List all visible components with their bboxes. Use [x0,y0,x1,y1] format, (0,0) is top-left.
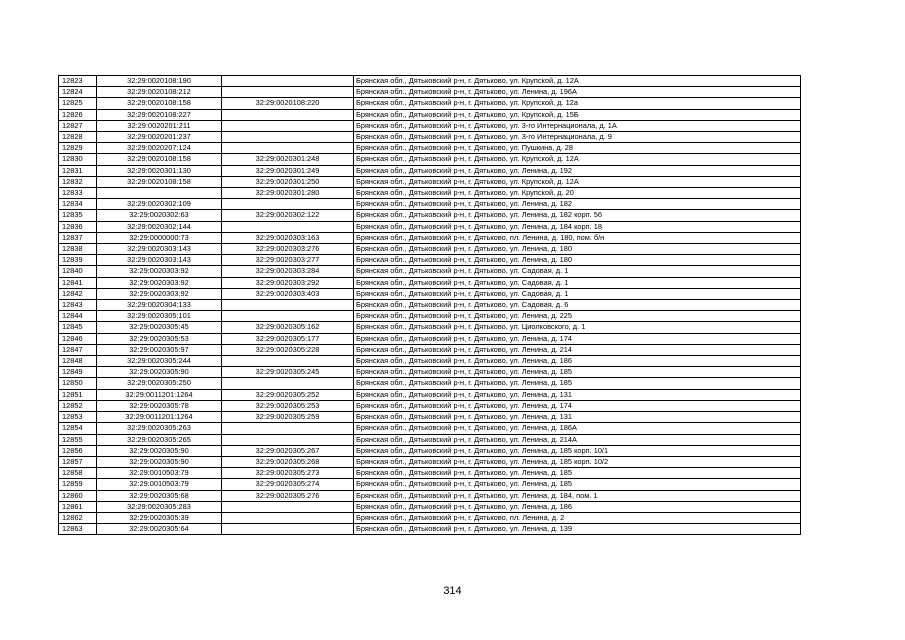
land-cadastral-number-cell: 32:29:0020305:250 [97,378,222,389]
building-cadastral-number-cell [222,76,354,87]
address-cell: Брянская обл., Дятьковский р-н, г. Дятьково, ул. Ленина, д. 214А [354,434,801,445]
building-cadastral-number-cell [222,356,354,367]
land-cadastral-number-cell [97,188,222,199]
table-row [59,176,801,187]
row-number-cell: 12850 [59,378,97,389]
address-cell: Брянская обл., Дятьковский р-н, г. Дятьково, ул. Пушкина, д. 28 [354,143,801,154]
address-cell: Брянская обл., Дятьковский р-н, г. Дятьково, пл. Ленина, д. 180, пом. б/н [354,232,801,243]
table-row [59,490,801,501]
building-cadastral-number-cell [222,434,354,445]
row-number-cell: 12855 [59,434,97,445]
row-number-cell: 12860 [59,490,97,501]
building-cadastral-number-cell: 32:29:0020305:267 [222,445,354,456]
building-cadastral-number-cell: 32:29:0020301:248 [222,154,354,165]
table-row [59,199,801,210]
land-cadastral-number-cell: 32:29:0020305:90 [97,445,222,456]
address-cell: Брянская обл., Дятьковский р-н, г. Дятьково, ул. Садовая, д. 1 [354,288,801,299]
address-cell: Брянская обл., Дятьковский р-н, г. Дятьково, ул. Ленина, д. 185 [354,367,801,378]
row-number-cell: 12836 [59,221,97,232]
address-cell: Брянская обл., Дятьковский р-н, г. Дятьково, ул. Ленина, д. 186 [354,501,801,512]
table-row [59,389,801,400]
row-number-cell: 12830 [59,154,97,165]
building-cadastral-number-cell [222,132,354,143]
land-cadastral-number-cell: 32:29:0020305:39 [97,512,222,523]
land-cadastral-number-cell: 32:29:0020305:97 [97,344,222,355]
address-cell: Брянская обл., Дятьковский р-н, г. Дятьково, ул. Ленина, д. 185 [354,479,801,490]
row-number-cell: 12831 [59,165,97,176]
land-cadastral-number-cell: 32:29:0011201:1264 [97,389,222,400]
building-cadastral-number-cell: 32:29:0020303:403 [222,288,354,299]
building-cadastral-number-cell: 32:29:0020305:245 [222,367,354,378]
land-cadastral-number-cell: 32:29:0010503:79 [97,468,222,479]
building-cadastral-number-cell: 32:29:0020305:259 [222,412,354,423]
row-number-cell: 12843 [59,300,97,311]
address-cell: Брянская обл., Дятьковский р-н, г. Дятьково, ул. Ленина, д. 131 [354,389,801,400]
table-row [59,255,801,266]
table-row [59,98,801,109]
table-row [59,300,801,311]
row-number-cell: 12863 [59,524,97,535]
table-row [59,266,801,277]
table-row [59,143,801,154]
table-row [59,165,801,176]
address-cell: Брянская обл., Дятьковский р-н, г. Дятьково, ул. Ленина, д. 184 корп. 18 [354,221,801,232]
table-row [59,423,801,434]
building-cadastral-number-cell: 32:29:0020305:268 [222,456,354,467]
row-number-cell: 12835 [59,210,97,221]
table-row [59,277,801,288]
land-cadastral-number-cell: 32:29:0020305:68 [97,490,222,501]
table-row [59,87,801,98]
row-number-cell: 12854 [59,423,97,434]
table-row [59,232,801,243]
building-cadastral-number-cell [222,512,354,523]
row-number-cell: 12827 [59,120,97,131]
row-number-cell: 12844 [59,311,97,322]
address-cell: Брянская обл., Дятьковский р-н, г. Дятьково, ул. Ленина, д. 185 [354,378,801,389]
row-number-cell: 12853 [59,412,97,423]
table-row [59,154,801,165]
table-row [59,333,801,344]
row-number-cell: 12858 [59,468,97,479]
land-cadastral-number-cell: 32:29:0020207:124 [97,143,222,154]
table-row [59,322,801,333]
address-cell: Брянская обл., Дятьковский р-н, г. Дятьково, ул. Крупской, д. 12а [354,98,801,109]
land-cadastral-number-cell: 32:29:0020302:144 [97,221,222,232]
building-cadastral-number-cell: 32:29:0020301:280 [222,188,354,199]
building-cadastral-number-cell: 32:29:0020302:122 [222,210,354,221]
land-cadastral-number-cell: 32:29:0020303:92 [97,277,222,288]
building-cadastral-number-cell: 32:29:0020303:284 [222,266,354,277]
row-number-cell: 12837 [59,232,97,243]
row-number-cell: 12847 [59,344,97,355]
building-cadastral-number-cell [222,300,354,311]
address-cell: Брянская обл., Дятьковский р-н, г. Дятьково, ул. Крупской, д. 12А [354,154,801,165]
table-row [59,367,801,378]
land-cadastral-number-cell: 32:29:0020305:265 [97,434,222,445]
row-number-cell: 12838 [59,244,97,255]
building-cadastral-number-cell: 32:29:0020303:292 [222,277,354,288]
land-cadastral-number-cell: 32:29:0020303:143 [97,255,222,266]
building-cadastral-number-cell [222,423,354,434]
address-cell: Брянская обл., Дятьковский р-н, г. Дятьково, ул. Ленина, д. 214 [354,344,801,355]
table-row [59,120,801,131]
address-cell: Брянская обл., Дятьковский р-н, г. Дятьково, ул. Ленина, д. 139 [354,524,801,535]
address-cell: Брянская обл., Дятьковский р-н, г. Дятьково, ул. Ленина, д. 192 [354,165,801,176]
row-number-cell: 12833 [59,188,97,199]
table-row [59,210,801,221]
land-cadastral-number-cell: 32:29:0020304:133 [97,300,222,311]
address-cell: Брянская обл., Дятьковский р-н, г. Дятьково, ул. Крупской, д. 12А [354,176,801,187]
building-cadastral-number-cell: 32:29:0020108:220 [222,98,354,109]
building-cadastral-number-cell: 32:29:0020303:163 [222,232,354,243]
row-number-cell: 12846 [59,333,97,344]
row-number-cell: 12834 [59,199,97,210]
land-cadastral-number-cell: 32:29:0020305:244 [97,356,222,367]
land-cadastral-number-cell: 32:29:0020305:64 [97,524,222,535]
building-cadastral-number-cell [222,501,354,512]
land-cadastral-number-cell: 32:29:0011201:1264 [97,412,222,423]
page-number: 314 [443,585,462,597]
address-cell: Брянская обл., Дятьковский р-н, г. Дятьково, ул. Крупской, д. 12А [354,76,801,87]
table-row [59,468,801,479]
building-cadastral-number-cell: 32:29:0020303:276 [222,244,354,255]
address-cell: Брянская обл., Дятьковский р-н, г. Дятьково, ул. Ленина, д. 182 [354,199,801,210]
row-number-cell: 12856 [59,445,97,456]
address-cell: Брянская обл., Дятьковский р-н, г. Дятьково, ул. Циолковского, д. 1 [354,322,801,333]
table-row [59,356,801,367]
row-number-cell: 12823 [59,76,97,87]
building-cadastral-number-cell [222,524,354,535]
land-cadastral-number-cell: 32:29:0020108:158 [97,154,222,165]
land-cadastral-number-cell: 32:29:0020301:130 [97,165,222,176]
building-cadastral-number-cell [222,120,354,131]
table-row [59,76,801,87]
land-cadastral-number-cell: 32:29:0020303:92 [97,266,222,277]
address-cell: Брянская обл., Дятьковский р-н, г. Дятьково, ул. Садовая, д. 6 [354,300,801,311]
building-cadastral-number-cell [222,143,354,154]
building-cadastral-number-cell [222,378,354,389]
table-row [59,412,801,423]
land-cadastral-number-cell: 32:29:0020305:90 [97,456,222,467]
land-cadastral-number-cell: 32:29:0020305:45 [97,322,222,333]
row-number-cell: 12825 [59,98,97,109]
land-cadastral-number-cell: 32:29:0010503:79 [97,479,222,490]
row-number-cell: 12849 [59,367,97,378]
land-cadastral-number-cell: 32:29:0020303:92 [97,288,222,299]
building-cadastral-number-cell: 32:29:0020305:177 [222,333,354,344]
building-cadastral-number-cell: 32:29:0020301:250 [222,176,354,187]
row-number-cell: 12848 [59,356,97,367]
table-row [59,501,801,512]
table-row [59,445,801,456]
address-cell: Брянская обл., Дятьковский р-н, г. Дятьково, ул. Садовая, д. 1 [354,266,801,277]
address-cell: Брянская обл., Дятьковский р-н, г. Дятьково, ул. Ленина, д. 182 корп. 56 [354,210,801,221]
land-cadastral-number-cell: 32:29:0020305:263 [97,423,222,434]
land-cadastral-number-cell: 32:29:0020201:211 [97,120,222,131]
land-cadastral-number-cell: 32:29:0020201:237 [97,132,222,143]
address-cell: Брянская обл., Дятьковский р-н, г. Дятьково, ул. 3-го Интернационала, д. 9 [354,132,801,143]
land-cadastral-number-cell: 32:29:0000000:73 [97,232,222,243]
table-row [59,378,801,389]
land-cadastral-number-cell: 32:29:0020305:78 [97,400,222,411]
registry-table-body [59,76,801,535]
address-cell: Брянская обл., Дятьковский р-н, г. Дятьково, ул. Ленина, д. 185 корп. 10/2 [354,456,801,467]
address-cell: Брянская обл., Дятьковский р-н, г. Дятьково, ул. 3-го Интернационала, д. 1А [354,120,801,131]
address-cell: Брянская обл., Дятьковский р-н, г. Дятьково, ул. Ленина, д. 185 [354,468,801,479]
row-number-cell: 12841 [59,277,97,288]
table-row [59,512,801,523]
row-number-cell: 12842 [59,288,97,299]
address-cell: Брянская обл., Дятьковский р-н, г. Дятьково, ул. Крупской, д. 15Б [354,109,801,120]
land-cadastral-number-cell: 32:29:0020305:283 [97,501,222,512]
row-number-cell: 12826 [59,109,97,120]
address-cell: Брянская обл., Дятьковский р-н, г. Дятьково, ул. Садовая, д. 1 [354,277,801,288]
building-cadastral-number-cell [222,109,354,120]
table-row [59,456,801,467]
land-cadastral-number-cell: 32:29:0020302:109 [97,199,222,210]
row-number-cell: 12859 [59,479,97,490]
building-cadastral-number-cell: 32:29:0020301:249 [222,165,354,176]
address-cell: Брянская обл., Дятьковский р-н, г. Дятьково, ул. Ленина, д. 185 корп. 10/1 [354,445,801,456]
land-cadastral-number-cell: 32:29:0020305:53 [97,333,222,344]
building-cadastral-number-cell: 32:29:0020305:253 [222,400,354,411]
building-cadastral-number-cell: 32:29:0020305:273 [222,468,354,479]
building-cadastral-number-cell: 32:29:0020305:274 [222,479,354,490]
land-cadastral-number-cell: 32:29:0020108:212 [97,87,222,98]
property-registry-table [58,75,801,535]
row-number-cell: 12851 [59,389,97,400]
table-row [59,188,801,199]
row-number-cell: 12829 [59,143,97,154]
building-cadastral-number-cell: 32:29:0020305:162 [222,322,354,333]
table-row [59,132,801,143]
address-cell: Брянская обл., Дятьковский р-н, г. Дятьково, ул. Ленина, д. 184, пом. 1 [354,490,801,501]
address-cell: Брянская обл., Дятьковский р-н, г. Дятьково, ул. Ленина, д. 186 [354,356,801,367]
address-cell: Брянская обл., Дятьковский р-н, г. Дятьково, ул. Ленина, д. 174 [354,333,801,344]
address-cell: Брянская обл., Дятьковский р-н, г. Дятьково, ул. Ленина, д. 186А [354,423,801,434]
table-row [59,524,801,535]
table-row [59,311,801,322]
address-cell: Брянская обл., Дятьковский р-н, г. Дятьково, ул. Крупской, д. 20 [354,188,801,199]
building-cadastral-number-cell: 32:29:0020303:277 [222,255,354,266]
row-number-cell: 12824 [59,87,97,98]
table-row [59,109,801,120]
address-cell: Брянская обл., Дятьковский р-н, г. Дятьково, ул. Ленина, д. 174 [354,400,801,411]
land-cadastral-number-cell: 32:29:0020108:158 [97,176,222,187]
land-cadastral-number-cell: 32:29:0020108:190 [97,76,222,87]
address-cell: Брянская обл., Дятьковский р-н, г. Дятьково, ул. Ленина, д. 196А [354,87,801,98]
building-cadastral-number-cell: 32:29:0020305:228 [222,344,354,355]
row-number-cell: 12861 [59,501,97,512]
table-row [59,434,801,445]
land-cadastral-number-cell: 32:29:0020303:143 [97,244,222,255]
row-number-cell: 12839 [59,255,97,266]
building-cadastral-number-cell [222,199,354,210]
row-number-cell: 12832 [59,176,97,187]
address-cell: Брянская обл., Дятьковский р-н, г. Дятьково, ул. Ленина, д. 180 [354,255,801,266]
row-number-cell: 12840 [59,266,97,277]
land-cadastral-number-cell: 32:29:0020305:90 [97,367,222,378]
address-cell: Брянская обл., Дятьковский р-н, г. Дятьково, ул. Ленина, д. 225 [354,311,801,322]
building-cadastral-number-cell: 32:29:0020305:252 [222,389,354,400]
address-cell: Брянская обл., Дятьковский р-н, г. Дятьково, ул. Ленина, д. 180 [354,244,801,255]
building-cadastral-number-cell [222,311,354,322]
land-cadastral-number-cell: 32:29:0020305:101 [97,311,222,322]
land-cadastral-number-cell: 32:29:0020108:227 [97,109,222,120]
land-cadastral-number-cell: 32:29:0020108:158 [97,98,222,109]
table-row [59,244,801,255]
building-cadastral-number-cell: 32:29:0020305:276 [222,490,354,501]
table-row [59,344,801,355]
address-cell: Брянская обл., Дятьковский р-н, г. Дятьково, пл. Ленина, д. 2 [354,512,801,523]
table-row [59,288,801,299]
row-number-cell: 12828 [59,132,97,143]
table-row [59,400,801,411]
row-number-cell: 12845 [59,322,97,333]
address-cell: Брянская обл., Дятьковский р-н, г. Дятьково, ул. Ленина, д. 131 [354,412,801,423]
table-row [59,221,801,232]
land-cadastral-number-cell: 32:29:0020302:63 [97,210,222,221]
row-number-cell: 12857 [59,456,97,467]
row-number-cell: 12852 [59,400,97,411]
building-cadastral-number-cell [222,221,354,232]
building-cadastral-number-cell [222,87,354,98]
row-number-cell: 12862 [59,512,97,523]
table-row [59,479,801,490]
